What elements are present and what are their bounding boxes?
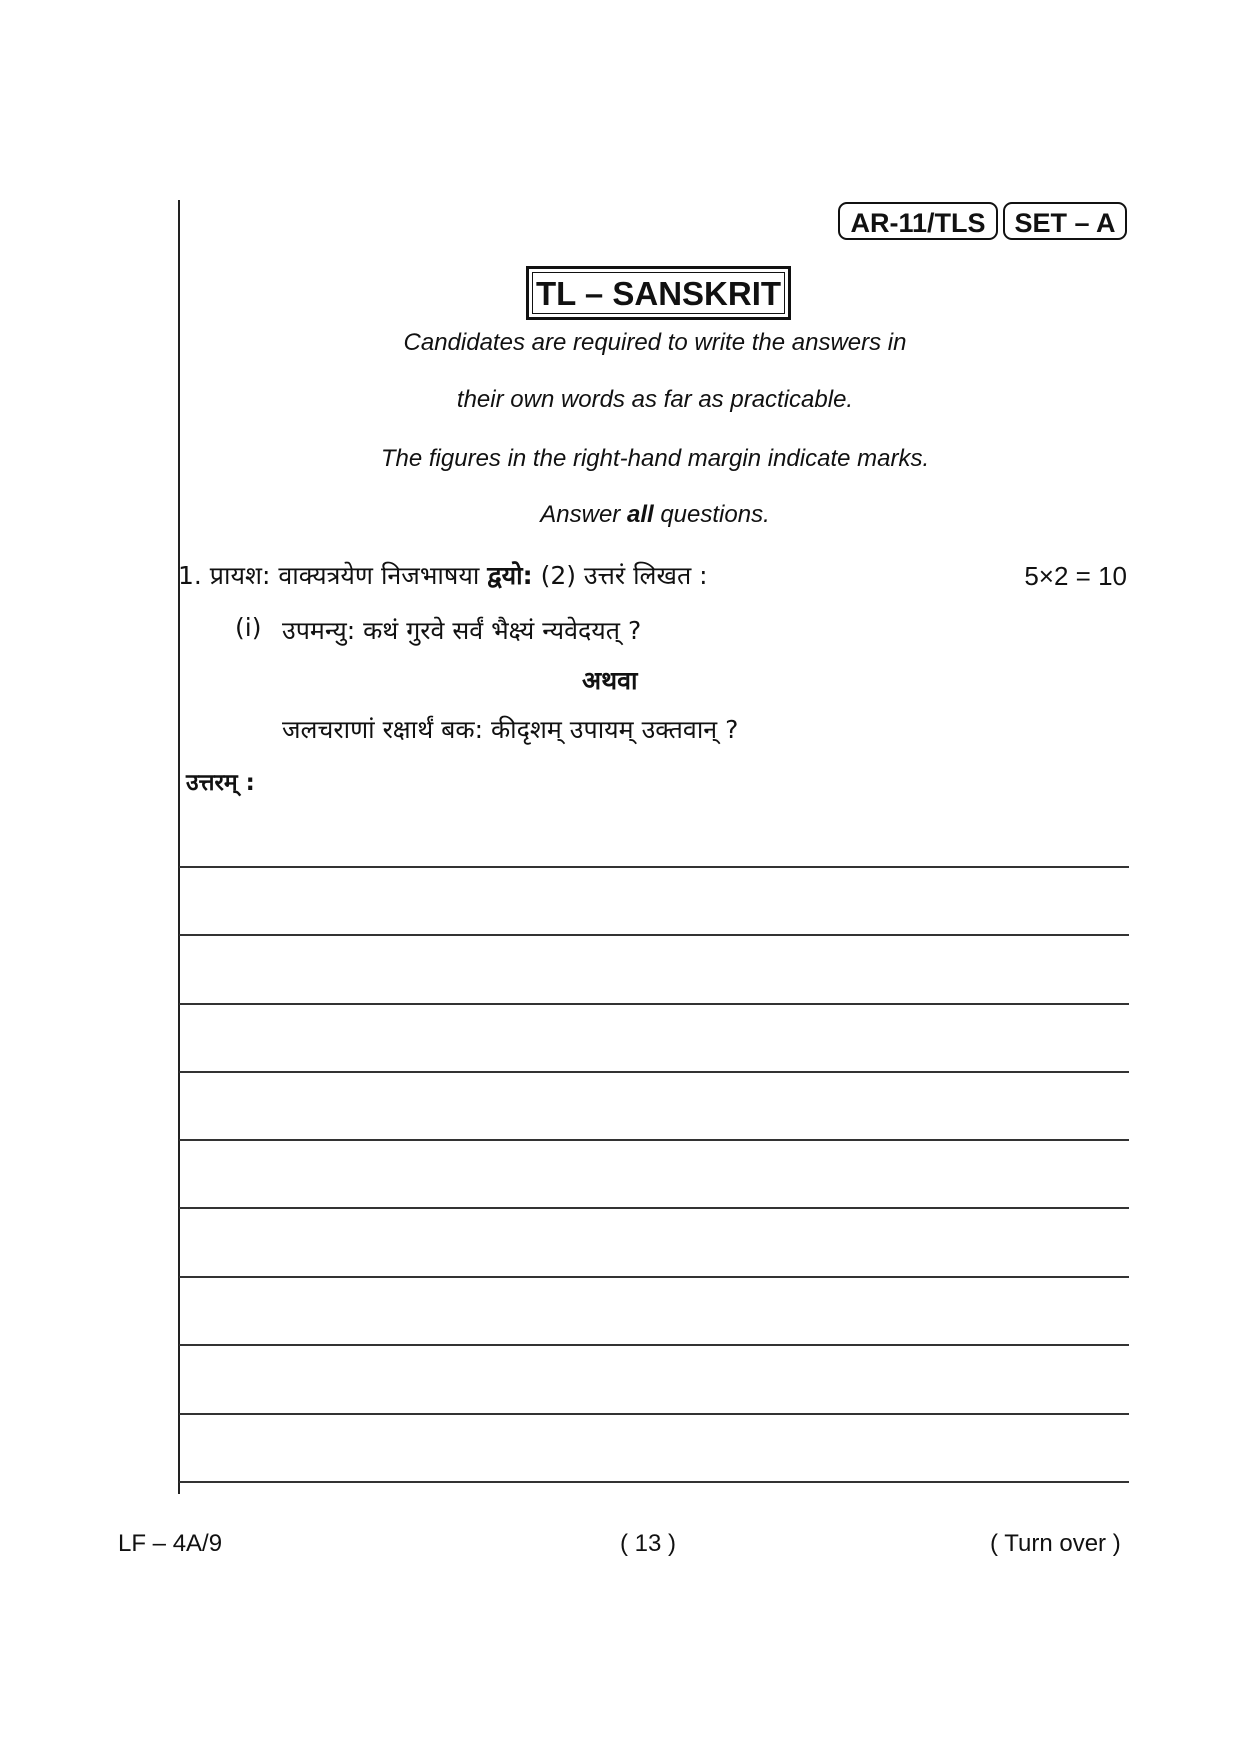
question-1 <box>178 558 708 592</box>
alternative-question-text: जलचराणां रक्षार्थं बक: कीदृशम् उपायम् उक्तवान् ? <box>282 715 739 744</box>
answer-line <box>179 1071 1129 1073</box>
set-badge: SET – A <box>1003 202 1127 240</box>
subquestion-label: (i) <box>235 613 262 642</box>
instruction-4-pre: Answer <box>540 501 627 528</box>
page-number: ( 13 ) <box>620 1530 677 1557</box>
question-1-suffix: (2) उत्तरं लिखत : <box>532 561 708 590</box>
answer-line <box>179 1413 1129 1415</box>
answer-line <box>179 866 1129 868</box>
answer-label: उत्तरम् : <box>186 770 255 796</box>
answer-line <box>179 1139 1129 1141</box>
question-1-bold: द्वयो: <box>487 561 533 590</box>
subquestion-text: उपमन्यु: कथं गुरवे सर्वं भैक्ष्यं न्यवेदयत् ? <box>282 616 642 645</box>
answer-line <box>179 1481 1129 1483</box>
answer-line <box>179 1003 1129 1005</box>
instruction-4-post: questions. <box>653 501 770 528</box>
title-box <box>526 266 791 320</box>
instruction-line-2: their own words as far as practicable. <box>456 386 854 413</box>
answer-line <box>179 934 1129 936</box>
answer-line <box>179 1207 1129 1209</box>
answer-line <box>179 1276 1129 1278</box>
or-label: अथवा <box>582 666 638 695</box>
instruction-line-3: The figures in the right-hand margin indicate marks. <box>380 445 930 472</box>
paper-code-badge: AR-11/TLS <box>838 202 998 240</box>
page-title: TL – SANSKRIT <box>532 272 785 314</box>
footer-code: LF – 4A/9 <box>118 1530 223 1557</box>
question-1-prefix: 1. प्रायश: वाक्यत्रयेण निजभाषया <box>178 561 488 590</box>
instruction-4-bold: all <box>626 501 654 528</box>
instruction-line-1: Candidates are required to write the answers in <box>403 329 907 356</box>
instruction-line-4 <box>180 501 1130 529</box>
answer-line <box>179 1344 1129 1346</box>
question-1-marks: 5×2 = 10 <box>1024 561 1127 591</box>
turn-over-note: ( Turn over ) <box>990 1530 1121 1557</box>
